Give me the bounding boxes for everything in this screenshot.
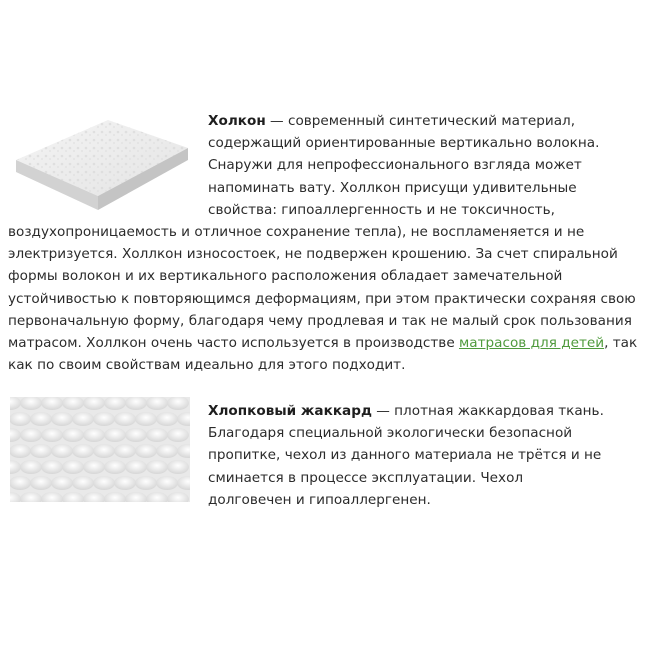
holkon-text: современный синтетический материал, содержащий ориентированные вертикально волокна. Снаружи для непрофессионального взгляда может напоминать вату. Холлкон присущи удивительные свойства: гипоаллергенность и не токсичность, воздухопроницаемость и отличное сохранение тепла), не воспламеняется и не электризуется. Холлкон износостоек, не подвержен крошению. За счет спиральной формы волокон и их вертикального расположения обладает замечательной устойчивостью к повторяющимся деформациям, при этом практически сохраняя свою первоначальную форму, благодаря чему продлевая и так не малый срок пользования матрасом. Холлкон очень часто используется в производстве [8, 113, 636, 352]
holkon-text-end: , так как по своим свойствам идеально для этого подходит. [8, 335, 638, 374]
jacquard-title: Хлопковый жаккард [208, 403, 372, 419]
jacquard-dash: — [371, 403, 395, 419]
holkon-dash: — [265, 113, 288, 129]
jacquard-text: плотная жаккардовая ткань. Благодаря специальной экологически безопасной пропитке, чехол из данного материала не трётся и не сминается в процессе эксплуатации. Чехол долговечен и гипоаллергенен. [208, 403, 604, 508]
kids-mattress-link[interactable]: матрасов для детей [459, 335, 605, 352]
holkon-paragraph [8, 110, 640, 376]
jacquard-paragraph [8, 400, 608, 520]
holkon-title: Холкон [208, 113, 266, 129]
